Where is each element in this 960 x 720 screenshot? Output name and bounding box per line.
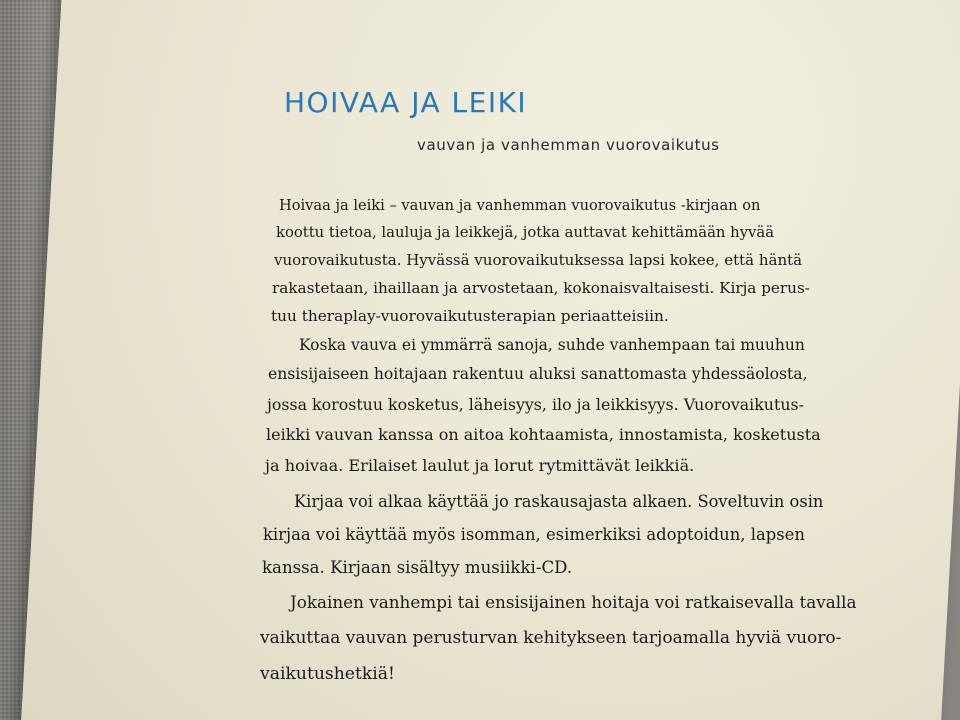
- text-line: kirjaa voi käyttää myös isomman, esimerkiksi adoptoidun, lapsen: [263, 525, 805, 544]
- text-line: Kirjaa voi alkaa käyttää jo raskausajasta alkaen. Soveltuvin osin: [294, 492, 824, 511]
- text-line: ja hoivaa. Erilaiset laulut ja lorut rytmittävät leikkiä.: [265, 456, 695, 475]
- text-line: vaikuttaa vauvan perusturvan kehitykseen tarjoamalla hyviä vuoro-: [260, 628, 842, 648]
- text-line: Hoivaa ja leiki – vauvan ja vanhemman vuorovaikutus -kirjaan on: [279, 197, 761, 214]
- text-line: vaikutushetkiä!: [260, 664, 395, 684]
- book-page: [20, 0, 960, 720]
- text-line: tuu theraplay-vuorovaikutusterapian periaatteisiin.: [271, 307, 669, 325]
- text-line: ensisijaiseen hoitajaan rakentuu aluksi sanattomasta yhdessäolosta,: [268, 365, 808, 383]
- text-line: jossa korostuu kosketus, läheisyys, ilo ja leikkisyys. Vuorovaikutus-: [267, 395, 804, 414]
- text-line: leikki vauvan kanssa on aitoa kohtaamista, innostamista, kosketusta: [266, 425, 821, 444]
- text-line: vuorovaikutusta. Hyvässä vuorovaikutuksessa lapsi kokee, että häntä: [274, 251, 803, 269]
- text-line: rakastetaan, ihaillaan ja arvostetaan, kokonaisvaltaisesti. Kirja perus-: [272, 279, 810, 297]
- text-line: Koska vauva ei ymmärrä sanoja, suhde vanhempaan tai muuhun: [299, 336, 805, 354]
- text-line: koottu tietoa, lauluja ja leikkejä, jotka auttavat kehittämään hyvää: [276, 224, 775, 241]
- book-title: HOIVAA JA LEIKI: [284, 86, 528, 119]
- text-line: Jokainen vanhempi tai ensisijainen hoitaja voi ratkaisevalla tavalla: [290, 592, 857, 612]
- book-subtitle: vauvan ja vanhemman vuorovaikutus: [417, 136, 720, 154]
- text-line: kanssa. Kirjaan sisältyy musiikki-CD.: [262, 558, 573, 577]
